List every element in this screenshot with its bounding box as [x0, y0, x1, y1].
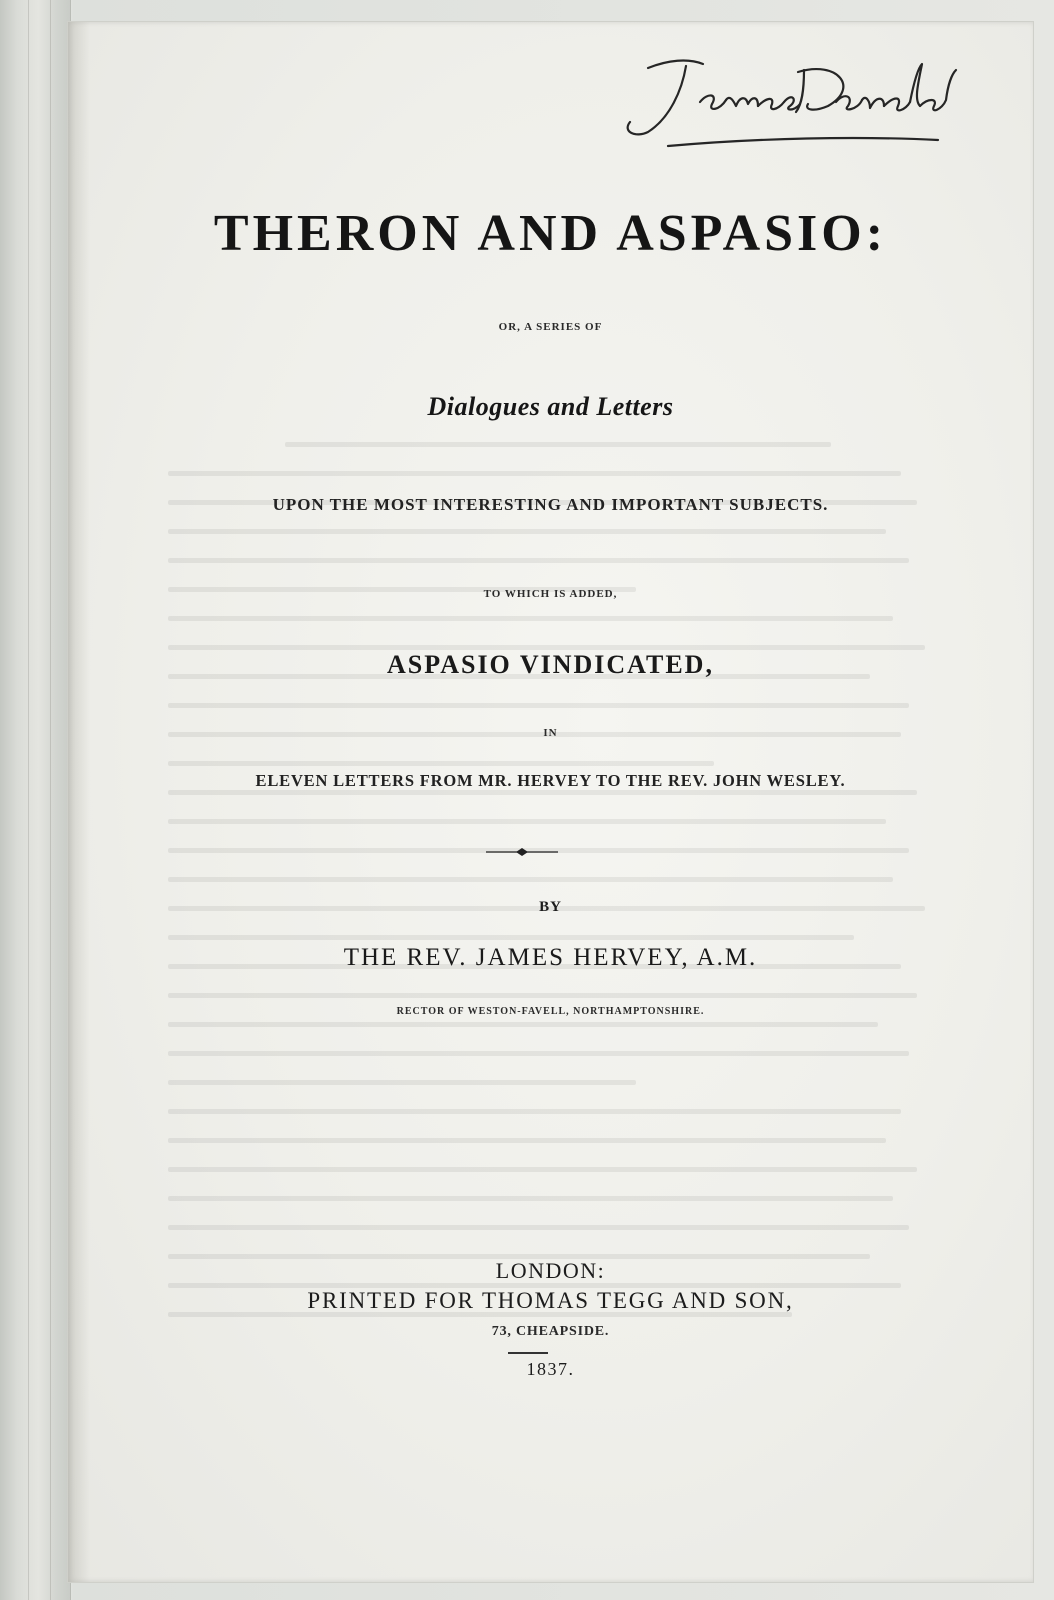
title-page-text [68, 22, 1033, 1582]
book-title: THERON AND ASPASIO: [213, 205, 888, 262]
in-line: IN [543, 727, 558, 739]
ornamental-rule [484, 847, 560, 857]
imprint-printer: PRINTED FOR THOMAS TEGG AND SON, [307, 1288, 794, 1313]
title-page [68, 22, 1033, 1582]
imprint-address: 73, CHEAPSIDE. [491, 1324, 610, 1339]
rector-line: RECTOR OF WESTON-FAVELL, NORTHAMPTONSHIRE. [396, 1006, 705, 1017]
binding-fold-line [28, 0, 29, 1600]
eleven-letters-line: ELEVEN LETTERS FROM MR. HERVEY TO THE REV. JOHN WESLEY. [255, 771, 846, 790]
aspasio-vindicated-line: ASPASIO VINDICATED, [387, 650, 714, 679]
author-line: THE REV. JAMES HERVEY, A.M. [343, 944, 758, 971]
book-binding [0, 0, 71, 1600]
imprint-year: 1837. [526, 1359, 575, 1379]
series-line: OR, A SERIES OF [498, 321, 603, 333]
binding-fold-line [50, 0, 51, 1600]
imprint-rule [508, 1352, 548, 1354]
dialogues-and-letters-line: Dialogues and Letters [427, 392, 674, 421]
subjects-line: UPON THE MOST INTERESTING AND IMPORTANT SUBJECTS. [272, 495, 829, 514]
added-line: TO WHICH IS ADDED, [483, 588, 618, 600]
imprint-place: LONDON: [495, 1258, 606, 1283]
by-line: BY [539, 899, 562, 915]
